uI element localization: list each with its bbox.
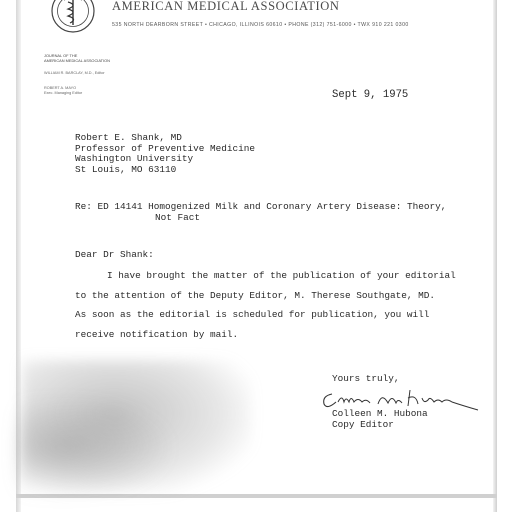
signer-title: Copy Editor: [332, 419, 394, 430]
recipient-city: St Louis, MO 63110: [75, 163, 177, 175]
signer-name: Colleen M. Hubona: [332, 408, 428, 419]
organization-address: 535 NORTH DEARBORN STREET • CHICAGO, ILLINOIS 60610 • PHONE (312) 751-6000 • TWX 910 221 0300: [112, 22, 409, 28]
body-line: As soon as the editorial is scheduled for publication, you will: [75, 309, 430, 320]
recipient-name: Robert E. Shank, MD: [75, 132, 182, 143]
subject-label: Re:: [75, 201, 92, 212]
salutation: Dear Dr Shank:: [75, 249, 154, 260]
subject-text-1: ED 14141 Homogenized Milk and Coronary Artery Disease: Theory,: [97, 201, 447, 212]
recipient-institution: Washington University: [75, 153, 194, 164]
closing: Yours truly,: [332, 373, 400, 384]
journal-line-1: JOURNAL OF THE: [44, 53, 78, 58]
subject-line: [75, 201, 447, 223]
body-line: to the attention of the Deputy Editor, M. Therese Southgate, MD.: [75, 289, 436, 301]
journal-masthead: [44, 53, 110, 63]
letter-date: Sept 9, 1975: [332, 89, 409, 101]
journal-editor: WILLIAM R. BARCLAY, M.D., Editor: [44, 71, 105, 75]
organization-name: AMERICAN MEDICAL ASSOCIATION: [112, 0, 340, 13]
recipient-address: [75, 133, 255, 175]
body-line: I have brought the matter of the publication of your editorial: [107, 270, 456, 281]
body-line: receive notification by mail.: [75, 328, 239, 340]
recipient-title: Professor of Preventive Medicine: [75, 142, 256, 154]
letter-body: [75, 266, 456, 344]
managing-editor-name: ROBERT A. MAYO: [44, 86, 77, 90]
journal-line-2: AMERICAN MEDICAL ASSOCIATION: [44, 58, 110, 63]
scan-shadow-lower: [18, 400, 168, 496]
signer-block: [332, 408, 428, 430]
subject-text-2: Not Fact: [155, 212, 201, 223]
paper-edge-right: [493, 0, 497, 512]
managing-editor-title: Exec. Managing Editor: [44, 91, 83, 95]
ama-seal-logo: [50, 0, 96, 34]
